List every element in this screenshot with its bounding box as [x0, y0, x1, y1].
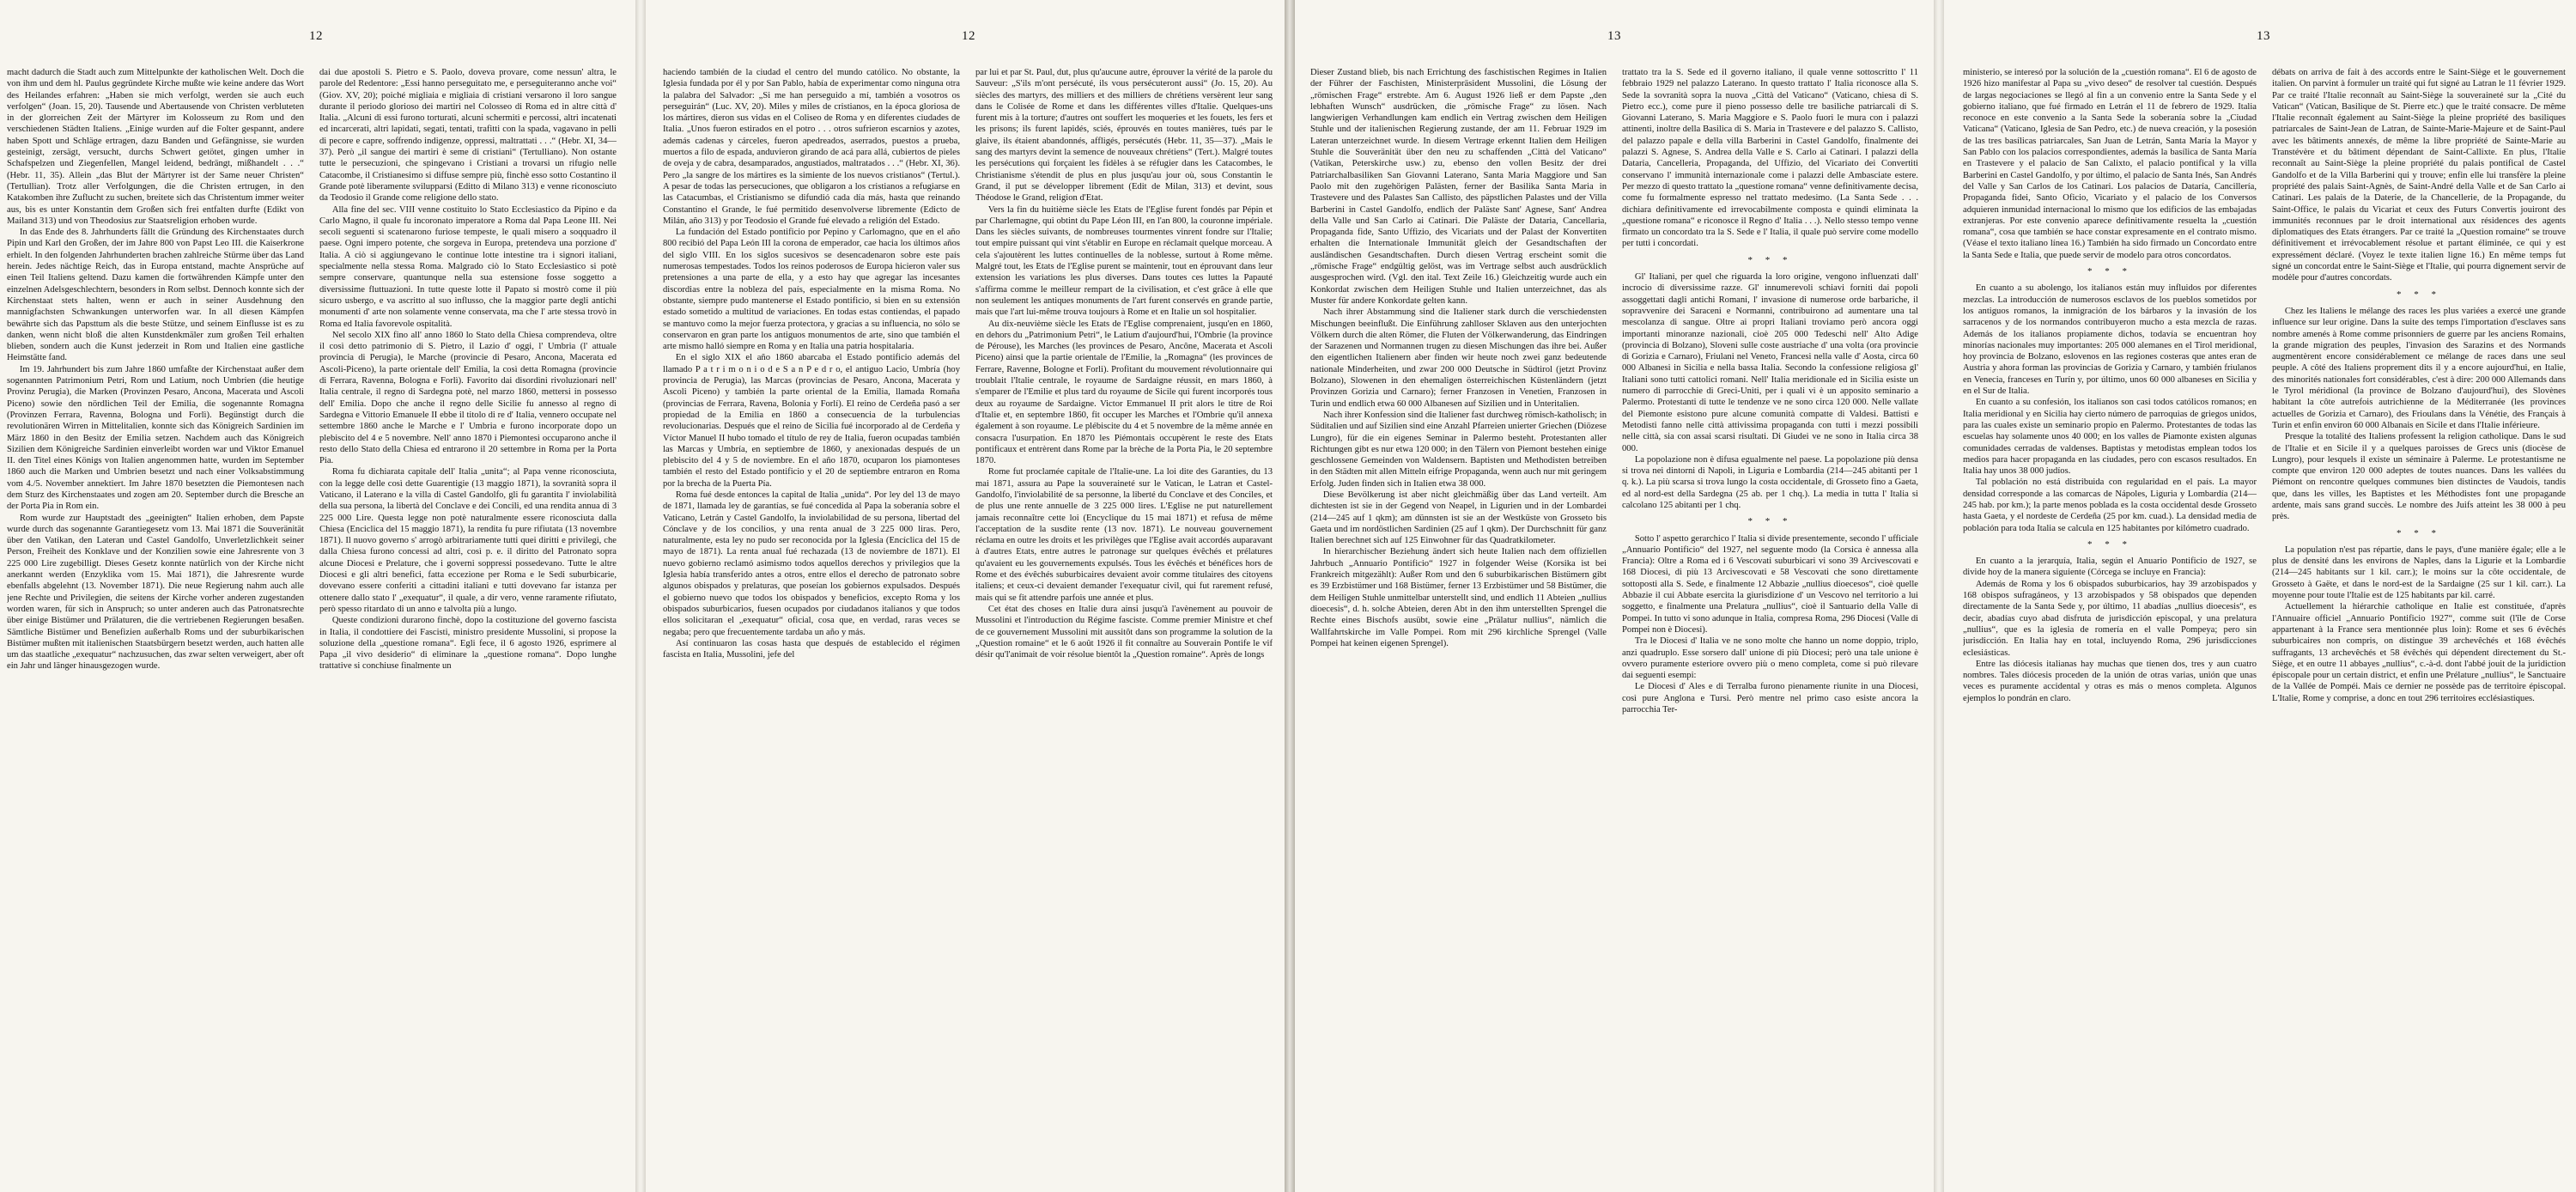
- paragraph: Así continuaron las cosas hasta que después de establecido el régimen fascista en Italia, Mussolini, jefe del: [663, 638, 960, 660]
- book-spine: [1285, 0, 1295, 1192]
- text-columns: [7, 67, 617, 1158]
- paragraph: Nach ihrer Abstammung sind die Italiener stark durch die verschiedensten Mischungen beeinflußt. Die Einführung zahlloser Sklaven aus den unterjochten Völkern durch die alten Römer, die Fluten der Völkerwanderung, das Eindringen der Sarazenen und Normannen trugen zu diesen Mischungen das ihre bei. Außer den eigentlichen Italienern aber finden wir heute noch zwei ganz bedeutende nationale Minderheiten, und zwar 200 000 Deutsche in Südtirol (jetzt Provinz Bolzano), Slowenen in den ehemaligen österreichischen Küstenländern (jetzt Provinzen Gorizia und Carnaro); ferner Franzosen in Venetien, Franzosen in Turin und endlich etwa 60 000 Albanesen auf Sizilien und in Unteritalien.: [1310, 307, 1607, 409]
- page-number: 12: [962, 29, 975, 43]
- paragraph: Sotto l' aspetto gerarchico l' Italia si divide presentemente, secondo l' ufficiale „Annuario Pontificio“ del 1927, nel seguente modo (la Corsica è annessa alla Francia): Oltre a Roma ed i 6 Vescovati suburbicari vi sono 39 Arcivescovati e 168 Diocesi, di più 13 Arcivescovati e 58 Vescovati che sono direttamente sottoposti alla S. Sede, e finalmente 12 Abbazie „nullius dioecesos“, cioè quelle Abbazie il cui Abbate esercita la giurisdizione d' un Vescovo nel territorio a lui soggetto, e finalmente una Prelatura „nullius“, cioè il Santuario della Valle di Pompei. In tutto vi sono adunque in Italia, compresa Roma, 296 Diocesi (Valle di Pompei non è Diocesi).: [1622, 533, 1918, 635]
- paragraph: Nel secolo XIX fino all' anno 1860 lo Stato della Chiesa comprendeva, oltre il così detto patrimonio di S. Pietro, il Lazio d' oggi, l' Umbria (l' attuale provincia di Perugia), le Marche (provincie di Pesaro, Ancona, Macerata ed Ascoli-Piceno), la parte orientale dell' Emilia, la così detta Romagna (provincie di Ferrara, Ravenna, Bologna e Forlì). Favorito dai disordini rivoluzionari nell' Italia centrale, il regno di Sardegna potè, nel marzo 1860, mettersi in possesso dell' Emilia. Dopo che anche il regno delle Sicilie fu annesso al regno di Sardegna e Vittorio Emanuele II ebbe il titolo di re d' Italia, vennero occupate nel settembre 1860 anche le Marche e l' Umbria e furono incorporate dopo un plebiscito del 4 e 5 novembre. Nell' anno 1870 i Piemontesi occuparono anche il resto dello Stato della Chiesa ed entrarono il 20 settembre in Roma per la Porta Pia.: [319, 330, 617, 466]
- paragraph: In das Ende des 8. Jahrhunderts fällt die Gründung des Kirchenstaates durch Pipin und Karl den Großen, der im Jahre 800 von Papst Leo III. die Kaiserkrone erhielt. In den folgenden Jahrhunderten brachen zahlreiche Stürme über das Land herein. Jedes nächtige Reich, das in Europa entstand, machte Ansprüche auf einen Teil Italiens geltend. Dazu kamen die fortwährenden Kämpfe unter den einzelnen Adelsgeschlechtern, besonders in Rom selbst. Dennoch konnte sich der Kirchenstaat stets halten, wenn er auch in seiner Ausdehnung den mannigfachsten Schwankungen unterworfen war. In all diesen Kämpfen bewährte sich das Papsttum als die beste Stütze, und seinem Einflusse ist es zu danken, wenn nicht bloß die alten Kunstdenkmäler zum großen Teil erhalten blieben, sondern auch die Kunst jederzeit in Rom und Italien eine gastliche Heimstätte fand.: [7, 228, 304, 363]
- page-spanish-french-left: [646, 0, 1285, 1192]
- paragraph: En el siglo XIX el año 1860 abarcaba el Estado pontificio además del llamado P a t r i m o n i o d e S a n P e d r o, el antiguo Lacio, Umbría (hoy provincia de Perugia), las Marcas (provincias de Pesaro, Ancona, Macerata y Ascoli Piceno) y también la parte oriental de la Emilia, llamada Romaña (provincias de Ferrara, Ravena, Bolonia y Forlí). El reino de Cerdeña pasó a ser propiedad de la Emilia en 1860 a consecuencia de la turbulencias revolucionarias. Después que el reino de Sicilia fué incorporado al de Cerdeña y Víctor Manuel II hubo tomado el título de rey de Italia, fueron ocupadas también las Marcas y Umbría, en septiembre de 1860, y anexionadas después de un plebiscito del 4 y 5 de noviembre. En el año 1870, ocuparon los piamonteses también el resto del Estado pontificio y el 20 de septiembre entraron en Roma por la brecha de la Puerta Pía.: [663, 353, 960, 489]
- paragraph: dai due apostoli S. Pietro e S. Paolo, doveva provare, come nessun' altra, le parole del Redentore: „Essi hanno perseguitato me, e perseguiteranno anche voi“ (Giov. XV, 20); poiché migliaia e migliaia di cristiani versarono il loro sangue durante il periodo glorioso dei martiri nel Colosseo di Roma ed in altre città d' Italia. „Alcuni di essi furono torturati, alcuni schermiti e percossi, altri incatenati ed incarcerati, altri lapidati, segati, tentati, trafitti con la spada, vagavano in pelli di pecore e capre, soffrendo indigenze, oppressi, maltrattati . . .“ (Hebr. XI, 34—37). Però „il sangue dei martiri è seme di cristiani“ (Tertulliano). Non ostante tutte le persecuzioni, che spingevano i Cristiani a trovarsi un rifugio nelle Catacombe, il Cristianesimo si diffuse sempre più, finchè esso sotto Costantino il Grande potè liberamente svilupparsi (Editto di Milano 313) e venne riconosciuto da Teodosio il Grande come religione dello stato.: [319, 68, 617, 204]
- page-number: 13: [2257, 29, 2270, 43]
- paragraph: Dieser Zustand blieb, bis nach Errichtung des faschistischen Regimes in Italien der Führer der Faschisten, Ministerpräsident Mussolini, die Lösung der „römischen Frage“ erstrebte. Am 6. August 1926 ließ er dem Papste „den lebhaften Wunsch“ ausdrücken, die „römische Frage“ zu lösen. Nach langwierigen Verhandlungen kam endlich ein Vertrag zwischen dem Heiligen Stuhle und der italienischen Regierung zustande, der am 11. Februar 1929 im Lateran unterzeichnet wurde. In diesem Vertrage erkennt Italien dem Heiligen Stuhle die Souveränität über den neu zu schaffenden „Città del Vaticano“ (Vatikan, Peterskirche usw.) zu, ebenso den vollen Besitz der drei Patriarchalbasiliken San Giovanni Laterano, Santa Maria Maggiore und San Paolo mit den zugehörigen Palästen, ferner der Basilika Santa Maria in Trastevere und des Palastes San Callisto, des päpstlichen Palastes und der Villa Barberini in Castel Gandolfo, endlich der Paläste Sant' Agnese, Sant' Andrea della Valle und San Carlo ai Catinari. Die Paläste der Dataria, Cancellaria, Propaganda fide, Santo Uffizio, des Vicariats und der Palast der Konvertiten erhalten die Internationale Immunität gleich der Gesandtschaften der ausländischen Gesandtschaften. Durch diesen Vertrag erscheint somit die „römische Frage“ endgültig gelöst, was im Vertrage selbst auch ausdrücklich ausgesprochen wird. (Vgl. den ital. Text Zeile 16.) Gleichzeitig wurde auch ein Konkordat zwischen dem Heiligen Stuhle und Italien unterzeichnet, das als Muster für andere Konkordate gelten kann.: [1310, 68, 1607, 306]
- paragraph: débats on arriva de fait à des accords entre le Saint-Siège et le gouvernement italien. On parvint à formuler un traité qui fut signé au Latran le 11 février 1929. Par ce traité l'Italie reconnaît au Saint-Siège la souveraineté sur la „Cité du Vatican“ (Vatican, Basilique de St. Pierre etc.) que le traité consacre. De même l'Italie reconnaît également au Saint-Siège la pleine propriété des basiliques patriarcales de Saint-Jean de Latran, de Sainte-Marie-Majeure et de Saint-Paul avec les bâtiments annexés, de même la libre propriété de Sainte-Marie au Transtévère et du bâtiment dépendant de Saint-Callixte. En plus, l'Italie reconnaît au Saint-Siège la pleine propriété du palais pontifical de Castel Gandolfo et de la Villa Barberini qui y trouve; enfin elle lui transfère la pleine propriété des palais Saint-Agnès, de Saint-André della Valle et de San Carlo ai Catinari. Les palais de la Daterie, de la Chancellerie, de la Propagande, du Saint-Office, le palais du Vicariat et ceux des Futurs Convertis jouiront des immunités reconnues par le droit international aux résidences des agents diplomatiques des Etats étrangers. Par ce traité la „Question romaine“ se trouve définitivement et irrévocablement résolue et partant éliminée, ce qui y est expressément déclaré. (Voyez le texte italien ligne 16.) En même temps fut signé un concordat entre le Saint-Siège et l'Italie, qui pourra dignement servir de modèle pour d'autres concordats.: [2272, 68, 2566, 283]
- section-divider: * * *: [2397, 527, 2441, 538]
- paragraph: Chez les Italiens le mélange des races les plus variées a exercé une grande influence sur leur origine. Dans la suite des temps l'importation d'esclaves sans nombre amenés à Rome comme prisonniers de guerre par les anciens Romains, la grande migration des peuples, l'invasion des Sarazins et des Normands augmentèrent encore considérablement ce mélange de races dans une seul peuple. A côté des Italiens proprement dits il y a encore aujourd'hui, en Italie, des minorités nationales fort considérables, c'est à dire: 200 000 Allemands dans le Tyrol méridional (la province de Bolzano d'aujourd'hui), des Slovènes habitant la côte autrefois autrichienne de la Méditerranée (les provinces actuelles de Gorizia et Carnaro), des Frioulans dans la Vénétie, des Français à Turin et enfin environ 60 000 Albanais en Sicile et dans l'Italie inférieure.: [2272, 306, 2566, 430]
- paragraph: Queste condizioni durarono finchè, dopo la costituzione del governo fascista in Italia, il condottiere dei Fascisti, ministro presidente Mussolini, si propose la soluzione della „questione romana“. Egli fece, il 6 agosto 1926, esprimere al Papa „il vivo desiderio“ di eliminare la „questione romana“. Dopo lunghe trattative si conchiuse finalmente un: [319, 616, 617, 672]
- paragraph: haciendo también de la ciudad el centro del mundo católico. No obstante, la Iglesia fundada por él y por San Pablo, había de experimentar como ninguna otra la palabra del Salvador: „Si me han perseguido a mí, también a vosotros os perseguirán“ (Luc. XV, 20). Miles y miles de cristianos, en la época gloriosa de los mártires, dieron sus vidas en el Coliseo de Roma y en diferentes ciudades de Italia. „Unos fueron estirados en el potro . . . otros sufrieron escarnios y azotes, además cadenas y cárceles, fueron apedreados, aserrados, puestos a prueba, muertos a filo de espada, anduvieron girando de acá para allá, cubiertos de pieles de oveja y de cabra, desamparados, angustiados, maltratados . . .“ (Hebr. XI, 36). Pero „la sangre de los mártires es la simiente de los nuevos cristianos“ (Tertul.). A pesar de todas las persecuciones, que obligaron a los cristianos a refugiarse en las Catacumbas, el Cristianismo se difundió cada día más, hasta que reinando Constantino el Grande, le fué permitido desenvolverse libremente (Edicto de Milán, año 313) y por Teodosio el Grande fué elevado a religión del Estado.: [663, 68, 960, 226]
- paragraph: Diese Bevölkerung ist aber nicht gleichmäßig über das Land verteilt. Am dichtesten ist sie in der Gegend von Neapel, in Ligurien und in der Lombardei (214—245 auf 1 qkm); am dünnsten ist sie an der Westküste von Grosseto bis Gaeta und im nordöstlichen Sardinien (25 auf 1 qkm). Der Durchschnitt für ganz Italien berechnet sich auf 125 Einwohner für das Quadratkilometer.: [1310, 490, 1607, 546]
- text-column-italian: [319, 67, 617, 1158]
- paragraph: Gl' Italiani, per quel che riguarda la loro origine, vengono influenzati dall' incrocio di diversissime razze. Gl' innumerevoli schiavi forniti dai popoli assoggettati dagli antichi Romani, l' invasione di numerose orde barbariche, il sopravvenire dei Saraceni e Normanni, contribuirono ad aumentare una tal mescolanza di sangue. Oltre ai propri Italiani troviamo però ancora oggi importanti minoranze nazionali, cioè 205 000 Tedeschi nell' Alto Adige (provincia di Bolzano), Sloveni sulle coste austriache d' una volta (ora provincie di Gorizia e Carnaro), Friulani nel Veneto, Francesi nella valle d' Aosta, circa 60 000 Albanesi in Sicilia e nella bassa Italia. Secondo la confessione religiosa gl' Italiani sono tutti cattolici romani. Nell' Italia meridionale ed in Sicilia esiste un numero di parrocchie di Greci-Uniti, per i quali vi è un apposito seminario a Palermo. Protestanti di tutte le tendenze ve ne sono circa 120 000. Nelle vallate del Piemonte esistono pure alcune comunità compatte di Valdesi. Battisti e Metodisti fanno nelle città attivissima propaganda con tutti i mezzi possibili nelle città, sia con assai scarsi risultati. Di Giudei ve ne sono in Italia circa 38 000.: [1622, 272, 1918, 453]
- paragraph: Roma fué desde entonces la capital de Italia „unida“. Por ley del 13 de mayo de 1871, llamada ley de garantías, se fué concedida al Papa la soberanía sobre el Vaticano, Letrán y Castel Gandolfo, la inviolabilidad de su persona, libertad del Cónclave y de los concilios, y una renta anual de 3 225 000 liras. Pero, naturalmente, esta ley no pudo ser reconocida por la Iglesia (Encíclica del 15 de mayo de 1871). La renta anual fué rechazada (13 de noviembre de 1871). El nuevo gobierno reclamó asimismo todos aquellos derechos y privilegios que la Iglesia había transferido antes a otros, entre ellos el derecho de patronato sobre algunos obispados y prelaturas, que poseían los gobiernos expulsados. Después el gobierno nuevo que todos los obispados y beneficios, excepto Roma y los obispados suburbicarios, fuesen ocupados por ciudadanos italianos y que todos ellos solicitaran el „exequatur“ oficial, cosa que, en verdad, raras veces se negaba; pero que frecuentemente tardaba un año y más.: [663, 490, 960, 637]
- paragraph: Nach ihrer Konfession sind die Italiener fast durchweg römisch-katholisch; in Süditalien und auf Sizilien sind eine Anzahl Pfarreien unierter Griechen (Diözese Lungro), für die ein eigenes Seminar in Palermo besteht. Protestanten aller Richtungen gibt es nur etwa 120 000; in den Tälern von Piemont bestehen einige geschlossene Gemeinden von Waldensern. Baptisten und Methodisten betreiben in den Städten mit allen Mitteln eifrige Propaganda, wenn auch nur mit geringem Erfolg. Juden finden sich in Italien etwa 38 000.: [1310, 410, 1607, 489]
- paragraph: Alla fine del sec. VIII venne costituito lo Stato Ecclesiastico da Pipino e da Carlo Magno, il quale fu incoronato imperatore a Roma dal Papa Leone III. Nei secoli seguenti si scatenarono furiose tempeste, le quali misero a soqquadro il paese. Ogni impero potente, che sorgeva in Europa, pretendeva una porzione d' Italia. A ciò si aggiungevano le continue lotte intestine tra i signori italiani, specialmente nella stessa Roma. Malgrado ciò lo Stato Ecclesiastico si potè sempre conservare, quantunque nella sua estensione fosse soggetto a diversissime fluttuazioni. In tutte queste lotte il Papato si mostrò come il più sicuro usbergo, e va ascritto al suo influsso, che la maggior parte degli antichi monumenti d' arte non solamente venne conservata, ma che l' arte stessa trovò in Roma ed Italia favorevole ospitalità.: [319, 204, 617, 329]
- paragraph: Vers la fin du huitième siècle les Etats de l'Eglise furent fondés par Pépin et par Charlemagne, qui obtint du Pape Léon III, en l'an 800, la couronne impériale. Dans les siècles suivants, de nombreuses tourmentes vinrent fondre sur l'Italie; tout empire puissant qui vint s'établir en Europe en réclamait quelque morceau. A cela s'ajoutèrent les luttes continuelles de la noblesse, surtout à Rome même. Malgré tout, les Etats de l'Eglise purent se maintenir, tout en éprouvant dans leur extension les variations les plus diverses. Dans toutes ces luttes la Papauté s'affirma comme le meilleur rempart de la civilisation, et c'est grâce à elle que non seulement les antiques monuments de l'art furent conservés en grande partie, mais que l'art lui-même trouva toujours à Rome et en Italie un sol hospitalier.: [975, 204, 1273, 318]
- page-gutter: [635, 0, 646, 1192]
- paragraph: Roma fu dichiarata capitale dell' Italia „unita“; al Papa venne riconosciuta, con la legge delle così dette Guarentigie (13 maggio 1871), la sovranità sopra il Vaticano, il Laterano e la villa di Castel Gandolfo, gli fu garantita l' inviolabilità della sua persona, la libertà del Conclave e dei Concili, ed una rendita annua di 3 225 000 Lire. Questa legge non potè naturalmente essere riconosciuta dalla Chiesa (Enciclica del 15 maggio 1871), la rendita fu pure rifiutata (13 novembre 1871). Il nuovo governo s' arrogò arbitrariamente tutti quei diritti e privilegi, che dalla Chiesa furono concessi ad altri, così p. e. il diritto del Patronato sopra alcune Diocesi e Prelature, che i governi soppressi possedevano. Tutte le altre Diocesi e gli altri benefici, fatta eccezione per Roma e le Sedi suburbicarie, dovevano essere conferiti a cittadini italiani e tutti dovevano far istanza per ottenere dallo stato l' „exequatur“, il quale, a dir vero, venne raramente rifiutato, però spesso ritardato di un anno e talvolta più a lungo.: [319, 467, 617, 614]
- page-number: 13: [1607, 29, 1621, 43]
- paragraph: Le Diocesi d' Ales e di Terralba furono pienamente riunite in una Diocesi, così pure Anglona e Tursi. Però mentre nel primo caso esiste ancora la parrocchia Ter-: [1622, 682, 1918, 715]
- text-column-italian: [1622, 67, 1918, 1158]
- paragraph: La population n'est pas répartie, dans le pays, d'une manière égale; elle a le plus de densité dans les environs de Naples, dans la Ligurie et la Lombardie (214—245 habitants sur 1 kil. carr.); le moins sur la côte occidentale, de Grosseto à Gaëte, et dans le nord-est de la Sardaigne (25 sur 1 kil. carr.). La moyenne pour toute l'Italie est de 125 habitants par kil. carré.: [2272, 544, 2566, 601]
- text-columns: [1310, 67, 1918, 1158]
- text-column-french: [975, 67, 1273, 1158]
- paragraph: macht dadurch die Stadt auch zum Mittelpunkte der katholischen Welt. Doch die von ihm und dem hl. Paulus gegründete Kirche mußte wie keine andere das Wort des Heilandes erfahren: „Haben sie mich verfolgt, werden sie auch euch verfolgen“ (Joan. 15, 20). Tausende und Abertausende von Christen verbluteten in der glorreichen Zeit der Märtyrer im Kolosseum zu Rom und den verschiedenen Städten Italiens. „Einige wurden auf die Folter gespannt, andere haben Spott und Schläge ertragen, dazu Banden und Gefängnisse, sie wurden gesteinigt, zersägt, versucht, durchs Schwert getötet, gingen umher in Schafspelzen und Ziegenfellen, Mangel leidend, bedrängt, mißhandelt . . .“ (Hebr. 11, 35). Allein „das Blut der Märtyrer ist der Same neuer Christen“ (Tertullian). Trotz aller Verfolgungen, die die Christen ertrugen, in den Katakomben ihre Zuflucht zu suchen, breitete sich das Christentum immer weiter aus, bis es unter Konstantin dem Großen sich frei entfalten durfte (Edikt von Mailand 313) und von Theodosius zur Staatsreligion erhoben wurde.: [7, 68, 304, 226]
- paragraph: Au dix-neuvième siècle les Etats de l'Eglise comprenaient, jusqu'en en 1860, en dehors du „Patrimonium Petri“, le Latium d'aujourd'hui, l'Ombrie (la province de Pérouse), les Marches (les provinces de Pesaro, Ancône, Macerata et Ascoli Piceno) ainsi que la partie orientale de l'Emilie, la „Romagna“ (les provinces de Ferrare, Ravenne, Bologne et Forli). Profitant du mouvement révolutionnaire qui troublait l'Italie centrale, le royaume de Sardaigne réussit, en mars 1860, à s'emparer de l'Emilie et plus tard du royaume de Sicile qui furent incorporés tous deux au royaume de Sardaigne. Victor Emmanuel II prit alors le titre de Roi d'Italie et, en septembre 1860, fit occuper les Marches et l'Ombrie qu'il annexa également à son royaume. Le plébiscite du 4 et 5 novembre de la même année en consacra l'usurpation. En 1870 les Piémontais occupèrent le reste des Etats pontificaux et entrèrent dans Rome par la brèche de la Porta Pia, le 20 septembre 1870.: [975, 319, 1273, 466]
- paragraph: En cuanto a su abolengo, los italianos están muy influidos por diferentes mezclas. La introducción de numerosos esclavos de los pueblos sometidos por los antiguos romanos, la inmigración de los bárbaros y la invasión de los sarracenos y de los normandos contribuyeron mucho a esta mezcla de razas. Además de los italianos propiamente dichos, todavía se encuentran hoy minorías nacionales muy importantes: 205 000 alemanes en el Tirol meridional, hoy provincia de Bolzano, eslovenos en las regiones costeras que antes eran de Austria y ahora forman las provincias de Gorizia y Carnaro, y también friulanos en Venecia, franceses en Turín y, por último, unos 60 000 albaneses en Sicilia y en el Sur de Italia.: [1963, 283, 2257, 397]
- text-columns: [663, 67, 1273, 1158]
- paragraph: In hierarchischer Beziehung ändert sich heute Italien nach dem offiziellen Jahrbuch „Annuario Pontificio“ 1927 in folgender Weise (Korsika ist bei Frankreich mitgezählt): Außer Rom und den 6 suburbikarischen Bistümern gibt es 39 Erzbistümer und 168 Bistümer, ferner 13 Erzbistümer und 58 Bistümer, die dem Heiligen Stuhle unmittelbar unterstellt sind, und endlich 11 Abteien „nullius dioecesis“, d. h. solche Abteien, deren Abt in den ihm unterstellten Sprengel die Rechte eines Bischofs ausübt, sowie eine „Prälatur nullius“, nämlich die Wallfahrtskirche im Valle Pompei. Rom mit 296 kirchliche Sprengel (Valle Pompei hat keinen eigenen Sprengel).: [1310, 547, 1607, 648]
- paragraph: Tra le Diocesi d' Italia ve ne sono molte che hanno un nome doppio, triplo, anzi quadruplo. Esse sorsero dall' unione di più Diocesi; però una tale unione è ovvero puramente esteriore ovvero più o meno completa, come si può rilevare dai seguenti esempi:: [1622, 636, 1918, 681]
- paragraph: En cuanto a su confesión, los italianos son casi todos católicos romanos; en Italia meridional y en Sicilia hay cierto número de parroquias de griegos unidos, para las cuales existe un seminario propio en Palermo. Protestantes de todas las escuelas hay solamente unos 40 000; en los valles de Piamonte existen algunas comunidades cerradas de valdenses. Baptistas y metodistas emplean todos los medios para hacer propaganda en las ciudades, pero con escasos resultados. En Italia hay unos 38 000 judíos.: [1963, 398, 2257, 477]
- paragraph: Tal población no está distribuida con regularidad en el país. La mayor densidad corresponde a las comarcas de Nápoles, Liguria y Lombardía (214—245 hab. por km.); la parte menos poblada es la costa occidental desde Grosseto hasta Gaeta, y el nordeste de Cerdeña (25 por km. cuad.). La densidad media de población para toda Italia se calcula en 125 habitantes por kilómetro cuadrado.: [1963, 477, 2257, 533]
- page-german-italian-right: [1295, 0, 1934, 1192]
- text-column-french: [2272, 67, 2566, 1158]
- section-divider: * * *: [2397, 289, 2441, 300]
- paragraph: Presque la totalité des Italiens professent la religion catholique. Dans le sud de l'Italie et en Sicile il y a quelques paroisses de Grecs unis (diocèse de Lungro), pour lesquels il existe un séminaire à Palerme. Le protestantisme ne compte que environ 120 000 adeptes de toutes nuances. Dans les vallées du Piémont on rencontre quelques communes bien distinctes de Vaudois, tandis que, dans les villes, les Baptistes et les Méthodistes font une propagande ardente, mais sans grand succès. Le nombre des Juifs atteint les 38 000 à peu près.: [2272, 432, 2566, 522]
- paragraph: Im 19. Jahrhundert bis zum Jahre 1860 umfaßte der Kirchenstaat außer dem sogenannten Patrimonium Petri, Rom und Latium, noch Umbrien (die heutige Provinz Perugia), die Marken (Provinzen Pesaro, Ancona, Macerata und Ascoli Piceno) sowie den nördlichen Teil der Emilia, die sogenannte Romagna (Provinzen Ferrara, Ravenna, Bologna und Forlì). Begünstigt durch die revolutionären Wirren in Mittelitalien, konnte sich das Königreich Sardinien im März 1860 in den Besitz der Emilia setzen. Nachdem auch das Königreich Sizilien dem Königreiche Sardinien einverleibt worden war und Viktor Emanuel II. den Titel eines Königs von Italien angenommen hatte, wurden im September 1860 auch die Marken und Umbrien besetzt und nach einer Volksabstimmung vom 4./5. November annektiert. Im Jahre 1870 besetzten die Piemontesen nach dem Sturz des Kirchenstaates und zogen am 20. September durch die Bresche an der Porta Pia in Rom ein.: [7, 364, 304, 512]
- paragraph: Entre las diócesis italianas hay muchas que tienen dos, tres y aun cuatro nombres. Tales diócesis proceden de la unión de otras varias, unión que unas veces es puramente accidental y otras es más o menos completa. Algunos ejemplos lo pondrán en claro.: [1963, 659, 2257, 703]
- section-divider: * * *: [1747, 254, 1793, 265]
- text-columns: [1963, 67, 2566, 1158]
- paragraph: Además de Roma y los 6 obispados suburbicarios, hay 39 arzobispados y 168 obispos sufragáneos, y 13 arzobispados y 58 obispados que dependen directamente de la Santa Sede y, por último, 11 abadías „nullius dioecesis“, es decir, abadías cuyo abad disfruta de jurisdicción episcopal, y una prelatura „nullius“, que es la iglesia de romería en el valle Pompeya; pero sin jurisdicción. En Italia hay en total, incluyendo Roma, 296 jurisdicciones eclesiásticas.: [1963, 579, 2257, 658]
- paragraph: Actuellement la hiérarchie catholique en Italie est constituée, d'après l'Annuaire officiel „Annuario Pontificio 1927“, comme suit (l'île de Corse appartenant à la France sera mentionnée plus loin): Rome et ses 6 évêchés suburbicaires non compris, on distingue 39 archevêchés et 168 évêchés suffragants, 13 archevêchés et 58 évêchés qui dépendent directement du St.-Siège, et en outre 11 abbayes „nullius“, c.-à-d. dont l'abbé jouit de la juridiction épiscopale pour un certain district, et enfin une Prélature „nullius“, le Sanctuaire de la Vallée de Pompéi. Mais ce dernier ne possède pas de territoire épiscopal. L'Italie, Rome y comprise, a donc en tout 296 territoires ecclésiastiques.: [2272, 602, 2566, 703]
- paragraph: La popolazione non è difusa egualmente nel paese. La popolazione più densa si trova nei dintorni di Napoli, in Liguria e Lombardia (214—245 abitanti per 1 q. k.). La più scarsa si trova lungo la costa occidentale, di Grosseto fino a Gaeta, ed al nord-est della Sardegna (25 ab. per 1 chq.). La media in tutta l' Italia si calcolano 125 abitanti per 1 chq.: [1622, 454, 1918, 510]
- page-gutter: [1934, 0, 1944, 1192]
- page-number: 12: [309, 29, 323, 43]
- paragraph: Rom wurde zur Hauptstadt des „geeinigten“ Italien erhoben, dem Papste wurde durch das sogenannte Garantiegesetz vom 13. Mai 1871 die Souveränität über den Vatikan, den Lateran und Castel Gandolfo, Unverletzlichkeit seiner Person, Freiheit des Konklave und der Konzilien sowie eine Jahresrente von 3 225 000 Lire zugebilligt. Dieses Gesetz konnte natürlich von der Kirche nicht anerkannt werden (Enzyklika vom 15. Mai 1871), die Jahresrente wurde ebenfalls abgelehnt (13. November 1871). Die neue Regierung nahm auch alle jene Rechte und Privilegien, die seitens der Kirche vorher anderen zugestanden worden waren, für sich in Anspruch; so unter anderen auch das Patronatsrechte über einige Bistümer und Prälaturen, die die vertriebenen Regierungen besaßen. Sämtliche Bistümer und Benefizien außerhalb Roms und der suburbikarischen Bistümer mußten mit italienischen Staatsbürgern besetzt werden, auch hatten alle um das staatliche „exequatur“ nachzusuchen, das zwar selten verweigert, aber oft ein Jahr und länger hinausgezogen wurde.: [7, 513, 304, 672]
- paragraph: La fundación del Estado pontificio por Pepino y Carlomagno, que en el año 800 recibió del Papa León III la corona de emperador, cae hacia los últimos años del siglo VIII. En los siglos sucesivos se desencadenaron sobre este país numerosas tempestades. Todos los reinos poderosos de Europa hicieron valer sus pretensiones a una parte de ella, y a esto hay que agregar las incesantes discordias entre la nobleza del país, especialmente en la misma Roma. No obstante, siempre pudo mantenerse el Estado pontificio, si bien en su extensión estado sometido a multitud de variaciones. En todas estas contiendas, el papado se mantuvo como la mejor fuerza protectora, y gracias a su influencia, no sólo se conservaron en gran parte los antiguos monumentos de arte, sino que también el arte mismo halló siempre en Roma y en Italia una patria hospitalaria.: [663, 228, 960, 352]
- section-divider: * * *: [2087, 266, 2132, 277]
- paragraph: trattato tra la S. Sede ed il governo italiano, il quale venne sottoscritto l' 11 febbraio 1929 nel palazzo Laterano. In questo trattato l' Italia riconosce alla S. Sede la sovranità sopra la nuova „Città del Vaticano“ (Vaticano, chiesa di S. Pietro ecc.), come pure il pieno possesso delle tre basiliche patriarcali di S. Giovanni Laterano, S. Maria Maggiore e S. Paolo fuori le mura con i palazzi attinenti, inoltre della Basilica di S. Maria in Trastevere e del palazzo S. Callisto, del palazzo papale e della villa Barberini in Castel Gandolfo, finalmente dei palazzi S. Agnese, S. Andrea della Valle e S. Carlo ai Catinari. I palazzi della Dataria, Cancelleria, Propaganda, del Uffizio, del Vicariato dei Convertiti conservano l' immunità internazionale come i palazzi delle Ambasciate estere. Per mezzo di questo trattato la „questione romana“ venne definitivamente decisa, come fu formalmente espresso nel trattato medesimo. (La Santa Sede . . . dichiara definitivamente ed irrevocabilmente composta e quindi eliminata la „questione romana“ e riconosce il Regno d' Italia . . .). Nello stesso tempo venne firmato un concordato tra la S. Sede e l' Italia, il quale può servire come modello per tutti i concordati.: [1622, 68, 1918, 249]
- page-german-italian-left: [0, 0, 635, 1192]
- paragraph: Rome fut proclamée capitale de l'Italie-une. La loi dite des Garanties, du 13 mai 1871, assura au Pape la souveraineté sur le Vatican, le Latran et Castel-Gandolfo, l'inviolabilité de sa personne, la liberté du Conclave et des Conciles, et de plus une rente annuelle de 3 225 000 lires. L'Eglise ne put naturellement jamais reconnaître cette loi (Encyclique du 15 mai 1871) et refusa de même l'acceptation de la susdite rente (13 nov. 1871). Le nouveau gouvernement réclama en outre les droits et les privilèges que l'Eglise avait accordés auparavant à d'autres Etats, entre autres le patronage sur quelques évêchés et prélatures qu'avaient eu les gouvernements expulsés. Tous les évêchés et bénéfices hors de Rome et des évêchés suburbicaires devaient avoir comme titulaires des citoyens italiens; et ceux-ci devaient demander l'exequatur civil, qui fut rarement refusé, mais qui se fit attendre parfois une année et plus.: [975, 467, 1273, 603]
- text-column-german: [1310, 67, 1607, 1158]
- paragraph: Cet état des choses en Italie dura ainsi jusqu'à l'avènement au pouvoir de Mussolini et l'introduction du Régime fasciste. Comme premier Ministre et chef de ce gouvernement Mussolini mit aussitôt dans son programme la solution de la „Question romaine“ et le 6 août 1926 il fit connaître au Souverain Pontife le vif désir qu'l'animait de voir résolue bientôt la „Question romaine“. Après de longs: [975, 604, 1273, 660]
- text-column-spanish: [1963, 67, 2257, 1158]
- paragraph: ministerio, se interesó por la solución de la „cuestión romana“. El 6 de agosto de 1926 hizo manifestar al Papa su „vivo deseo“ de resolver tal cuestión. Después de largas negociaciones se llegó al fin a un convenio entre la Santa Sede y el gobierno italiano, que fué firmado en Letrán el 11 de febrero de 1929. Italia reconoce en este convenio a la Santa Sede la soberanía sobre la „Ciudad Vaticana“ (Vaticano, Iglesia de San Pedro, etc.) de nueva creación, y la posesión de las tres basílicas patriarcales, San Juan de Letrán, Santa María la Mayor y San Pablo con los palacios correspondientes, además la basílica de Santa María en Trastevere y el palacio de San Calixto, el palacio pontifical y la villa Barberini en Castel Gandolfo, y por último, el palacio de Santa Inés, San Andrés del Valle y San Carlos de los Catinari. Los palacios de Dataría, Cancillería, Propaganda fidei, Santo Oficio, Vicariato y el palacio de los Conversos adquieren inmunidad internacional lo mismo que los edificios de las embajadas extranjeras. Por este convenio aparece definitivamente resuelta la „cuestión romana“, cosa que también se hace constar expresamente en el contrato mismo. (Véase el texto italiano línea 16.) También ha sido firmado un Concordato entre la Santa Sede e Italia, que puede servir de modelo para otros concordatos.: [1963, 68, 2257, 260]
- paragraph: par lui et par St. Paul, dut, plus qu'aucune autre, éprouver la vérité de la parole du Sauveur: „S'ils m'ont persécuté, ils vous persécuteront aussi“ (Jo. 15, 20). Au siècles des martyrs, des milliers et des milliers de chrétiens versèrent leur sang dans le Colisée de Rome et dans les différentes villes d'Italie. Quelques-uns furent mis à la torture; d'autres ont souffert les moqueries et les fouets, les fers et les prisons; ils furent lapidés, sciés, éprouvés en toutes manières, tués par le glaive, ils étaient abandonnés, affligés, persécutés (Hebr. 11, 35—37). „Mais le sang des martyrs devint la semence de nouveaux chrétiens“ (Tert.). Malgré toutes les persécutions qui forçaient les fidèles à se réfugier dans les Catacombes, le Christianisme s'étendit de plus en plus jusqu'au jour où, sous Constantin le Grand, il put se développer librement (Edit de Milan, 313) et devint, sous Théodose le Grand, religion d'Etat.: [975, 68, 1273, 204]
- text-column-spanish: [663, 67, 960, 1158]
- text-column-german: [7, 67, 304, 1158]
- page-spanish-french-right: [1944, 0, 2576, 1192]
- section-divider: * * *: [2087, 538, 2132, 550]
- section-divider: * * *: [1747, 516, 1793, 527]
- paragraph: En cuanto a la jerarquía, Italia, según el Anuario Pontificio de 1927, se divide hoy de la manera siguiente (Córcega se incluye en Francia):: [1963, 556, 2257, 578]
